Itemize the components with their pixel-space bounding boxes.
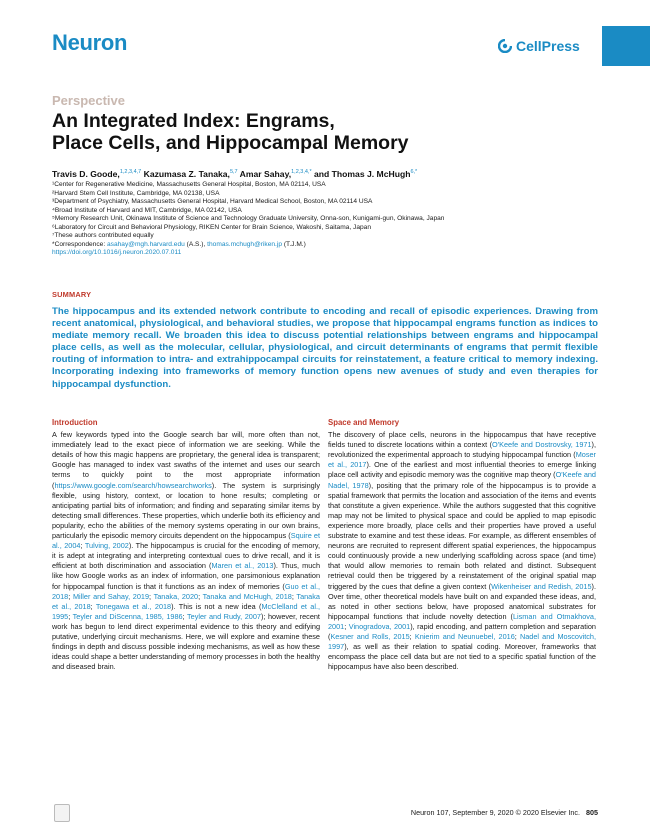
citation-link[interactable]: McClelland et al., 1995 xyxy=(52,601,320,621)
email-link-mchugh[interactable]: thomas.mchugh@riken.jp xyxy=(207,240,283,248)
title-line-2: Place Cells, and Hippocampal Memory xyxy=(52,132,409,154)
footer xyxy=(360,808,598,817)
cellpress-logo-icon xyxy=(498,39,512,53)
column-right xyxy=(328,418,596,672)
citation-link[interactable]: Nadel and Moscovitch, 1997 xyxy=(328,631,596,652)
citation-link[interactable]: O'Keefe and Nadel, 1978 xyxy=(328,470,596,490)
footer-citation: Neuron 107, September 9, 2020 © 2020 Elsevier Inc. xyxy=(410,808,580,817)
space-paragraph: The discovery of place cells, neurons in the hippocampus that have receptive fields tuned to discrete locations within a context (O'Keefe and Dostrovsky, 1971), revolutionized the experimental approach to studying hippocampal function (Moser et al., 2017). One of the earliest and most influential theories to emerge linking place cell activity and episodic memory was the cognitive map theory (O'Keefe and Nadel, 1978), positing that the primary role of the hippocampus is to provide a spatial framework that permits the location and association of the items and events that constitute a given experience. While the authors suggested that this cognitive map may not be limited to physical space and could be applied to map episodic experience more broadly, place cells and their properties have proved a useful substrate to examine and test these ideas. For example, as different ensembles of neurons are recruited to represent different spatial experiences, the hippocampus could continuously provide a new underlying scaffolding across space (and time) that would allow memories to remain both related and distinct. Subsequent retrieval could then be triggered by a reinstatement of the original spatial map triggered by the cues that define a given context (Wikenheiser and Redish, 2015). Over time, other theoretical models have built on and expanded these ideas, and, as noted in other sections below, have proposed anatomical substrates for hippocampal functions that include novelty detection (Lisman and Otmakhova, 2001; Vinogradova, 2001), rapid encoding, and pattern completion and separation (Kesner and Rolls, 2015; Knierim and Neunuebel, 2016; Nadel and Moscovitch, 1997), as well as their relation to spatial coding. Moreover, frameworks that encompass the place cell data but are not tied to a specific spatial function of the hippocampus have also been described. xyxy=(328,430,597,672)
citation-link[interactable]: Tulving, 2002 xyxy=(84,541,129,551)
citation-link[interactable]: Knierim and Neunuebel, 2016 xyxy=(414,631,515,641)
summary-heading: SUMMARY xyxy=(52,290,92,299)
publisher-logo xyxy=(498,38,580,54)
citation-link[interactable]: Vinogradova, 2001 xyxy=(348,621,411,631)
citation-link[interactable]: https://www.google.com/search/howsearchworks xyxy=(54,480,212,490)
citation-link[interactable]: Squire et al., 2004 xyxy=(52,531,320,551)
intro-paragraph: A few keywords typed into the Google search bar will, more often than not, immediately lead to the exact piece of information we are seeking. While the details of how this magic happens are proprietary, the general idea is transparent; Google has managed to index vast swaths of the internet and uses our search terms to quickly point to the most appropriate information (https://www.google.com/search/howsearchworks). The system is surprisingly flexible, using history, context, or location to hone results; completing or anticipating partial bits of information; and finding and separating similar items by detecting small differences. These properties, which underlie both its efficiency and popularity, echo the abilities of the memory systems operating in our own brains, particularly the episodic memory circuits dependent on the hippocampus (Squire et al., 2004; Tulving, 2002). The hippocampus is crucial for the encoding of memory, it is adept at integrating and interpreting contextual cues to drive recall, and it is efficient at both discrimination and association (Maren et al., 2013). Thus, much like how Google works as an index of information, one parsimonious explanation for hippocampal function is that it functions as an index of memories (Guo et al., 2018; Miller and Sahay, 2019; Tanaka, 2020; Tanaka and McHugh, 2018; Tanaka et al., 2018; Tonegawa et al., 2018). This is not a new idea (McClelland et al., 1995; Teyler and DiScenna, 1985, 1986; Teyler and Rudy, 2007); however, recent work has begun to lend direct experimental evidence to this theory and edifying putative, underlying circuit mechanisms. Here, we will explore and examine these findings in depth and discuss possible indexing mechanisms, as well as how these ideas could shape a better understanding of memory processes in both the healthy and diseased brain. xyxy=(52,430,321,672)
title-line-1: An Integrated Index: Engrams, xyxy=(52,110,335,132)
citation-link[interactable]: Teyler and Rudy, 2007 xyxy=(186,611,261,621)
citation-link[interactable]: Miller and Sahay, 2019 xyxy=(72,591,150,601)
affiliation: ⁴Broad Institute of Harvard and MIT, Cambridge, MA 02142, USA xyxy=(52,206,242,214)
correspondence-label: *Correspondence: xyxy=(52,240,107,248)
citation-link[interactable]: Tanaka and McHugh, 2018 xyxy=(202,591,292,601)
email-link-sahay[interactable]: asahay@mgh.harvard.edu xyxy=(106,240,185,248)
citation-link[interactable]: Wikenheiser and Redish, 2015 xyxy=(491,581,592,591)
affiliation: ¹Center for Regenerative Medicine, Massachusetts General Hospital, Boston, MA 02114, USA xyxy=(52,181,326,188)
author-affil-sup: 5,7 xyxy=(229,169,238,176)
affiliation: ³Department of Psychiatry, Massachusetts General Hospital, Harvard Medical School, Boston, MA 02114 USA xyxy=(52,198,373,205)
page-number: 805 xyxy=(586,808,598,817)
summary-text: The hippocampus and its extended network contribute to encoding and recall of episodic experiences. Drawing from recent anatomical, physiological, and behavioral studies, we propose that hippocampal engrams function as indices to mediate memory recall. We broaden this idea to discuss potential relationships between engrams and hippocampal place cells, as well as the molecular, cellular, physiological, and circuit determinants of engrams that permit flexible routing of information to intra- and extrahippocampal circuits for reinstatement, a feature critical to memory indexing. Incorporating indexing into frameworks of memory function opens new avenues of study and even therapies for hippocampal dysfunction. xyxy=(52,306,598,390)
citation-link[interactable]: Kesner and Rolls, 2015 xyxy=(330,631,410,641)
correspondence-tag: (A.S.), xyxy=(184,240,208,248)
author: Kazumasa Z. Tanaka, xyxy=(143,169,230,179)
citation-link[interactable]: Teyler and DiScenna, 1985, 1986 xyxy=(72,611,183,621)
citation-link[interactable]: Tonegawa et al., 2018 xyxy=(95,601,172,611)
journal-name: Neuron xyxy=(52,30,128,55)
section-heading-space-and-memory: Space and Memory xyxy=(328,418,400,427)
affiliation: ⁷These authors contributed equally xyxy=(52,232,154,239)
author-affil-sup: 1,2,3,4,7 xyxy=(119,169,142,176)
doi-link[interactable]: https://doi.org/10.1016/j.neuron.2020.07.011 xyxy=(52,249,182,256)
correspondence xyxy=(52,241,612,250)
author-affil-sup: 1,2,3,4,* xyxy=(291,169,312,176)
author: Travis D. Goode, xyxy=(52,169,120,179)
corner-color-tab xyxy=(602,26,650,66)
author: Amar Sahay, xyxy=(239,169,292,179)
column-left xyxy=(52,418,320,672)
publisher-name: CellPress xyxy=(516,38,580,54)
citation-link[interactable]: Maren et al., 2013 xyxy=(211,561,274,571)
citation-link[interactable]: Tanaka et al., 2018 xyxy=(52,591,320,611)
author-list xyxy=(52,169,612,179)
affiliation: ⁵Memory Research Unit, Okinawa Institute of Science and Technology Graduate University, Onna-son, Kunigami-gun, Okinawa, Japan xyxy=(52,215,445,222)
affiliation: ⁶Laboratory for Circuit and Behavioral Physiology, RIKEN Center for Brain Science, Wakoshi, Saitama, Japan xyxy=(52,223,371,231)
citation-link[interactable]: Lisman and Otmakhova, 2001 xyxy=(328,611,596,631)
elsevier-logo-icon xyxy=(54,804,70,822)
section-heading-introduction: Introduction xyxy=(52,418,98,427)
citation-link[interactable]: Tanaka, 2020 xyxy=(153,591,199,601)
correspondence-tag: (T.J.M.) xyxy=(282,240,306,248)
affiliation: ²Harvard Stem Cell Institute, Cambridge, MA 02138, USA xyxy=(52,189,220,197)
article-title xyxy=(52,110,572,154)
citation-link[interactable]: Moser et al., 2017 xyxy=(328,450,596,470)
article-type: Perspective xyxy=(52,93,125,108)
citation-link[interactable]: O'Keefe and Dostrovsky, 1971 xyxy=(492,440,592,450)
citation-link[interactable]: Guo et al., 2018 xyxy=(52,581,321,601)
affiliations xyxy=(52,181,612,258)
author: and Thomas J. McHugh xyxy=(314,169,411,179)
author-affil-sup: 6,* xyxy=(410,169,418,176)
